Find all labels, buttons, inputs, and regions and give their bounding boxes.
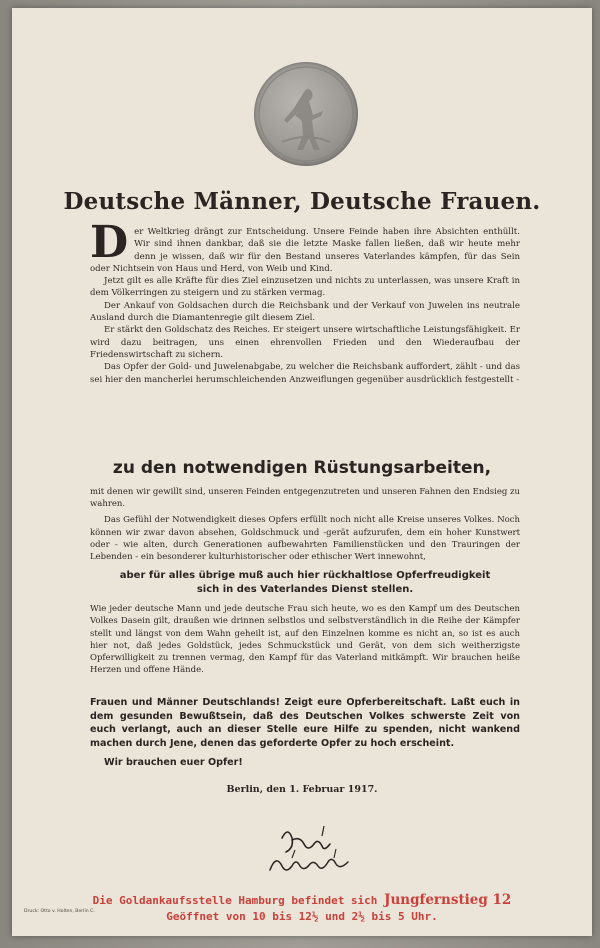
intro-paragraph-1: er Weltkrieg drängt zur Entscheidung. Unsere Feinde haben ihre Absichten enthüllt. Wir sind ihnen dankbar, daß sie die letzte Maske fallen ließen, daß wir heute mehr denn je wissen, daß wir für den Bestand unseres Vaterlandes kämpfen, für das Sein oder Nichtsein von Haus und Herd, von Weib und Kind.: [90, 227, 520, 274]
handwritten-signature-icon: [262, 818, 372, 888]
footer-address: [12, 892, 592, 908]
footer-address-street: Jungfernstieg 12: [384, 892, 512, 908]
middle-section: [90, 486, 520, 676]
appeal-closing: Wir brauchen euer Opfer!: [104, 757, 243, 769]
medal-emblem-icon: [254, 62, 358, 166]
page-title: Deutsche Männer, Deutsche Frauen.: [63, 188, 541, 215]
intro-paragraph-2: Jetzt gilt es alle Kräfte für dies Ziel einzusetzen und nichts zu unterlassen, was unsere Kraft in dem Völkerringen zu steigern und zu stärken vermag.: [90, 276, 520, 299]
headline: zu den notwendigen Rüstungsarbeiten,: [112, 458, 492, 478]
poster-sheet: [12, 8, 592, 936]
appeal-paragraph: Frauen und Männer Deutschlands! Zeigt eure Opferbereitschaft. Laßt euch in dem gesunden Bewußtsein, daß des Deutschen Volkes schwerste Zeit von euch verlangt, auch an dieser Stelle eure Hilfe zu spenden, nicht wankend machen durch Jene, denen das geforderte Opfer zu hoch erscheint.: [90, 697, 520, 749]
middle-paragraph-2: Das Gefühl der Notwendigkeit dieses Opfers erfüllt noch nicht alle Kreise unseres Volkes. Noch können wir zwar davon absehen, Goldschmuck und -gerät aufzurufen, dem ein hoher Kunstwert oder - wie alten, durch Generationen aufbewahrten Familienstücken und den Trauringen der Lebenden - ein besonderer kulturhistorischer oder ethischer Wert innewohnt,: [90, 515, 520, 563]
medal-figure-icon: [254, 62, 358, 166]
place-date: Berlin, den 1. Februar 1917.: [226, 784, 378, 795]
footer-hours: Geöffnet von 10 bis 12½ und 2½ bis 5 Uhr.: [166, 910, 438, 923]
drop-cap: D: [90, 217, 129, 268]
appeal-section: [90, 696, 520, 770]
printer-imprint: Druck: Otto v. Holten, Berlin C.: [24, 909, 95, 914]
footer-address-text: Die Goldankaufsstelle Hamburg befindet sich: [92, 894, 385, 907]
bold-line-2: sich in des Vaterlandes Dienst stellen.: [196, 584, 414, 596]
intro-section: [90, 217, 520, 386]
middle-paragraph-3: Wie jeder deutsche Mann und jede deutsche Frau sich heute, wo es den Kampf um des Deutschen Volkes Dasein gilt, draußen wie drinnen selbstlos und selbstverständlich in die Reihe der Kämpfer stellt und längst von dem Wahn geheilt ist, auf den Einzelnen komme es nicht an, so ist es auch hier not, daß jedes Goldstück, jedes Schmuckstück und Gerät, von dem sich weitherzigste Opferwilligkeit zu trennen vermag, den Kampf für das Vaterland mitkämpft. Wir brauchen heiße Herzen und offene Hände.: [90, 604, 520, 676]
intro-paragraph-5: Das Opfer der Gold- und Juwelenabgabe, zu welcher die Reichsbank auffordert, zählt - und das sei hier den mancherlei herumschleichenden Anzweiflungen gegenüber ausdrücklich festgestellt -: [90, 362, 520, 385]
intro-paragraph-3: Der Ankauf von Goldsachen durch die Reichsbank und der Verkauf von Juwelen ins neutrale Ausland durch die Diamantenregie gilt diesem Ziel.: [90, 300, 520, 324]
intro-paragraph-4: Er stärkt den Goldschatz des Reiches. Er steigert unsere wirtschaftliche Leistungsfähigkeit. Er wird dazu beitragen, uns einen ehrenvollen Frieden und den Wiederaufbau der Friedenswirtschaft zu sichern.: [90, 325, 520, 360]
middle-paragraph-1: mit denen wir gewillt sind, unseren Feinden entgegenzutreten und unseren Fahnen den Endsieg zu wahren.: [90, 487, 520, 510]
bold-line-1: aber für alles übrige muß auch hier rückhaltlose Opferfreudigkeit: [119, 570, 491, 582]
